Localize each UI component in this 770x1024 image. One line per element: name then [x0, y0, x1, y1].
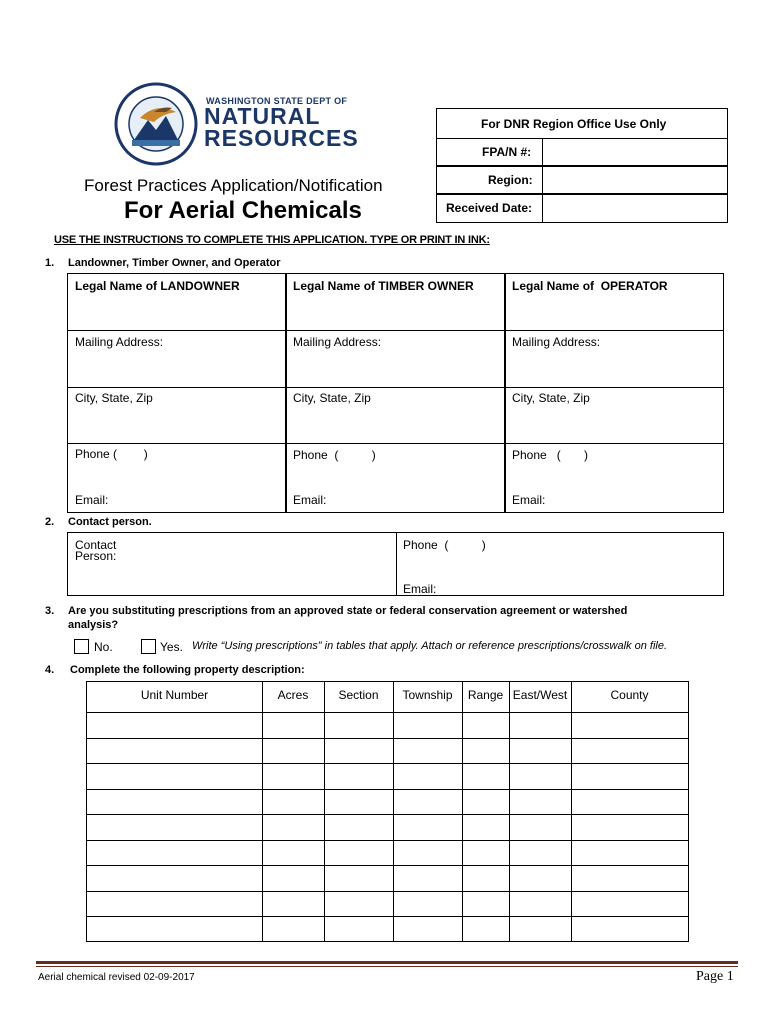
received-label: Received Date:	[446, 201, 533, 215]
row-divider	[87, 789, 688, 790]
contact-person-label-2: Person:	[75, 549, 117, 563]
timber-owner-email-label: Email:	[293, 493, 327, 507]
yes-note: Write “Using prescriptions” in tables that apply. Attach or reference prescriptions/crosswalk on file.	[192, 640, 668, 652]
row-divider	[87, 763, 688, 764]
operator-mailing-label: Mailing Address:	[512, 335, 601, 349]
property-table	[86, 681, 689, 942]
header-county: County	[610, 688, 649, 702]
dnr-seal-icon	[114, 82, 198, 166]
agency-line2: RESOURCES	[204, 125, 359, 151]
operator-name-label: Legal Name of OPERATOR	[512, 279, 668, 293]
section2-number: 2.	[45, 516, 55, 528]
contact-email-label: Email:	[403, 582, 437, 596]
timber-owner-city-label: City, State, Zip	[293, 391, 371, 405]
col-divider	[509, 682, 510, 941]
row-divider	[87, 916, 688, 917]
row-divider	[67, 443, 724, 444]
col-divider	[324, 682, 325, 941]
section4-number: 4.	[45, 664, 55, 676]
contact-phone-label: Phone ( )	[403, 538, 486, 552]
row-divider	[67, 330, 724, 331]
row-divider	[67, 387, 724, 388]
col-divider	[462, 682, 463, 941]
dnr-logo	[114, 82, 359, 168]
region-label: Region:	[488, 173, 533, 187]
landowner-email-label: Email:	[75, 493, 109, 507]
header-range: Range	[467, 688, 504, 702]
col-divider	[393, 682, 394, 941]
section1-number: 1.	[45, 257, 55, 269]
landowner-mailing-label: Mailing Address:	[75, 335, 164, 349]
operator-email-label: Email:	[512, 493, 546, 507]
instructions-text: USE THE INSTRUCTIONS TO COMPLETE THIS APPLICATION. TYPE OR PRINT IN INK:	[54, 234, 490, 246]
fpan-label: FPA/N #:	[482, 145, 532, 159]
agency-line1: NATURAL	[204, 103, 321, 129]
operator-phone-label: Phone ( )	[512, 448, 589, 462]
timber-owner-name-label: Legal Name of TIMBER OWNER	[293, 279, 474, 293]
contact-divider	[396, 532, 397, 596]
section4-heading: Complete the following property description:	[70, 664, 305, 676]
row-divider	[87, 840, 688, 841]
form-title-line1: Forest Practices Application/Notification	[84, 176, 383, 195]
yes-label: Yes.	[160, 640, 183, 654]
header-section: Section	[338, 688, 379, 702]
landowner-phone-label: Phone ( )	[75, 447, 148, 461]
region-input[interactable]	[542, 166, 728, 194]
section3-question-line2: analysis?	[68, 619, 119, 631]
col-divider	[571, 682, 572, 941]
header-township: Township	[402, 688, 453, 702]
footer-rule	[36, 961, 738, 964]
contact-person-label-1: Contact	[75, 538, 117, 552]
row-divider	[87, 865, 688, 866]
header-unit-number: Unit Number	[140, 688, 209, 702]
row-divider	[87, 891, 688, 892]
row-divider	[87, 712, 688, 713]
agency-top-text: WASHINGTON STATE DEPT OF	[206, 96, 348, 106]
landowner-city-label: City, State, Zip	[75, 391, 153, 405]
timber-owner-phone-label: Phone ( )	[293, 448, 376, 462]
section3-question-line1: Are you substituting prescriptions from an approved state or federal conservation agreement or watershed	[68, 605, 628, 617]
office-use-header: For DNR Region Office Use Only	[436, 108, 728, 138]
no-checkbox[interactable]	[74, 639, 89, 654]
landowner-name-label: Legal Name of LANDOWNER	[75, 279, 240, 293]
section3-number: 3.	[45, 605, 55, 617]
header-acres: Acres	[277, 688, 309, 702]
fpan-input[interactable]	[542, 138, 728, 166]
header-east-west: East/West	[512, 688, 568, 702]
page-number: Page 1	[696, 969, 734, 984]
row-divider	[87, 738, 688, 739]
operator-city-label: City, State, Zip	[512, 391, 590, 405]
received-input[interactable]	[542, 194, 728, 223]
timber-owner-mailing-label: Mailing Address:	[293, 335, 382, 349]
yes-checkbox[interactable]	[141, 639, 156, 654]
footer-revision: Aerial chemical revised 02-09-2017	[38, 972, 195, 983]
footer-rule-thin	[36, 966, 738, 967]
col-divider	[262, 682, 263, 941]
section2-heading: Contact person.	[68, 516, 152, 528]
section1-heading: Landowner, Timber Owner, and Operator	[68, 257, 281, 269]
no-label: No.	[94, 640, 113, 654]
form-title-line2: For Aerial Chemicals	[124, 197, 362, 224]
row-divider	[87, 814, 688, 815]
